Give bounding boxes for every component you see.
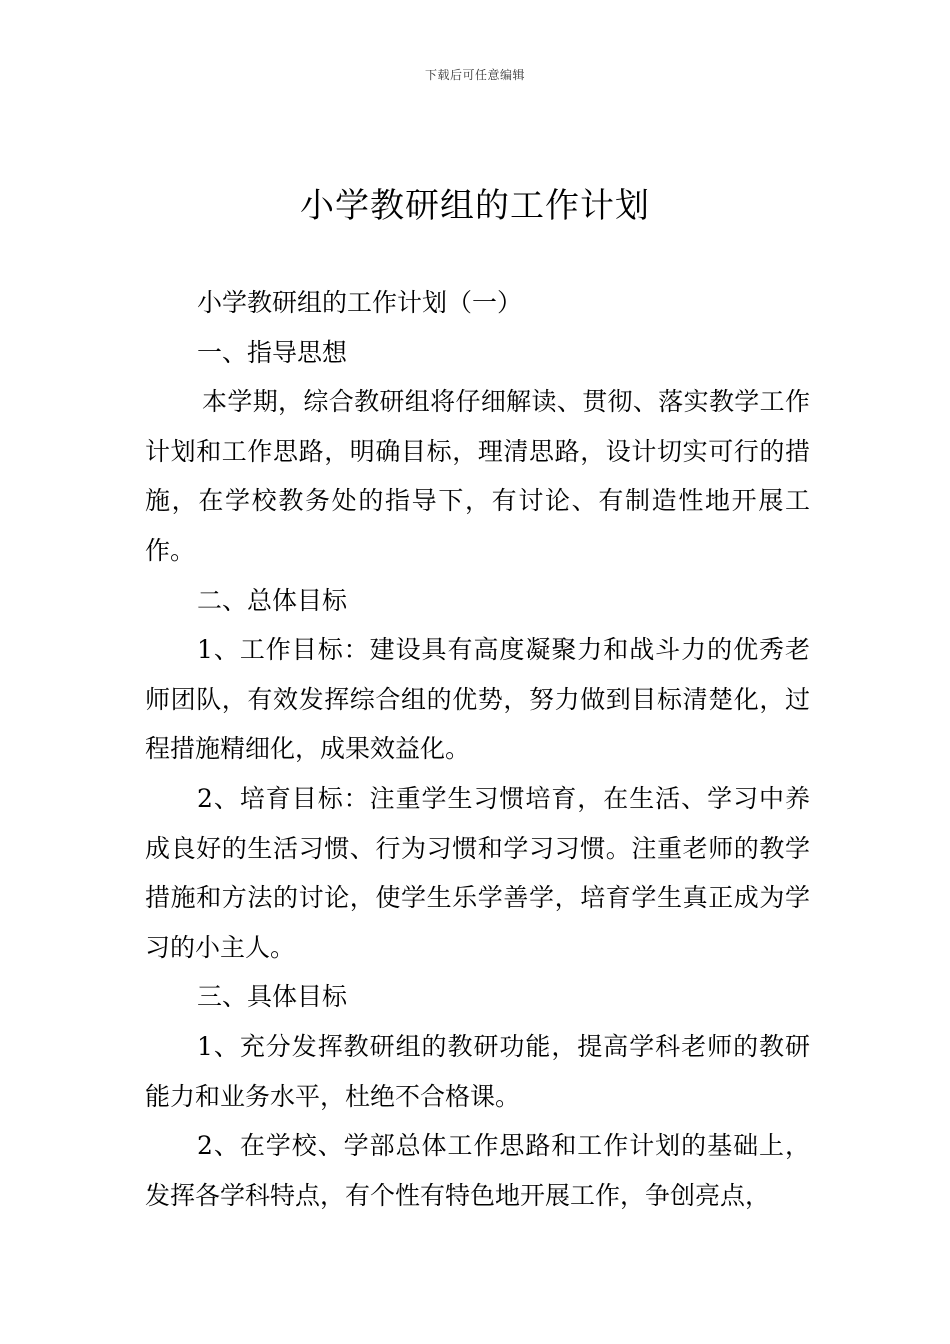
section-heading-specific-goals: 三、具体目标 [197, 982, 348, 1012]
paragraph-guiding-thought: 本学期，综合教研组将仔细解读、贯彻、落实教学工作计划和工作思路，明确目标，理清思路，设计切实可行的措施，在学校教务处的指导下，有讨论、有制造性地开展工作。 [145, 387, 810, 565]
paragraph-cultivation-goal: 2、培育目标：注重学生习惯培育，在生活、学习中养成良好的生活习惯、行为习惯和学习习惯。注重老师的教学措施和方法的讨论，使学生乐学善学，培育学生真正成为学习的小主人。 [145, 783, 810, 962]
paragraph-work-goal: 1、工作目标：建设具有高度凝聚力和战斗力的优秀老师团队，有效发挥综合组的优势，努力做到目标清楚化，过程措施精细化，成果效益化。 [145, 635, 810, 764]
section-heading-overall-goals: 二、总体目标 [197, 585, 348, 615]
section-heading-plan-one: 小学教研组的工作计划（一） [197, 288, 523, 317]
paragraph-specific-goal-2: 2、在学校、学部总体工作思路和工作计划的基础上，发挥各学科特点，有个性有特色地开展工作，争创亮点， [145, 1131, 810, 1210]
download-note: 下载后可任意编辑 [424, 68, 525, 82]
section-heading-guiding-thought: 一、指导思想 [197, 337, 348, 367]
document-body [145, 278, 810, 1220]
paragraph-specific-goal-1: 1、充分发挥教研组的教研功能，提高学科老师的教研能力和业务水平，杜绝不合格课。 [145, 1031, 810, 1111]
document-title: 小学教研组的工作计划 [300, 186, 650, 226]
